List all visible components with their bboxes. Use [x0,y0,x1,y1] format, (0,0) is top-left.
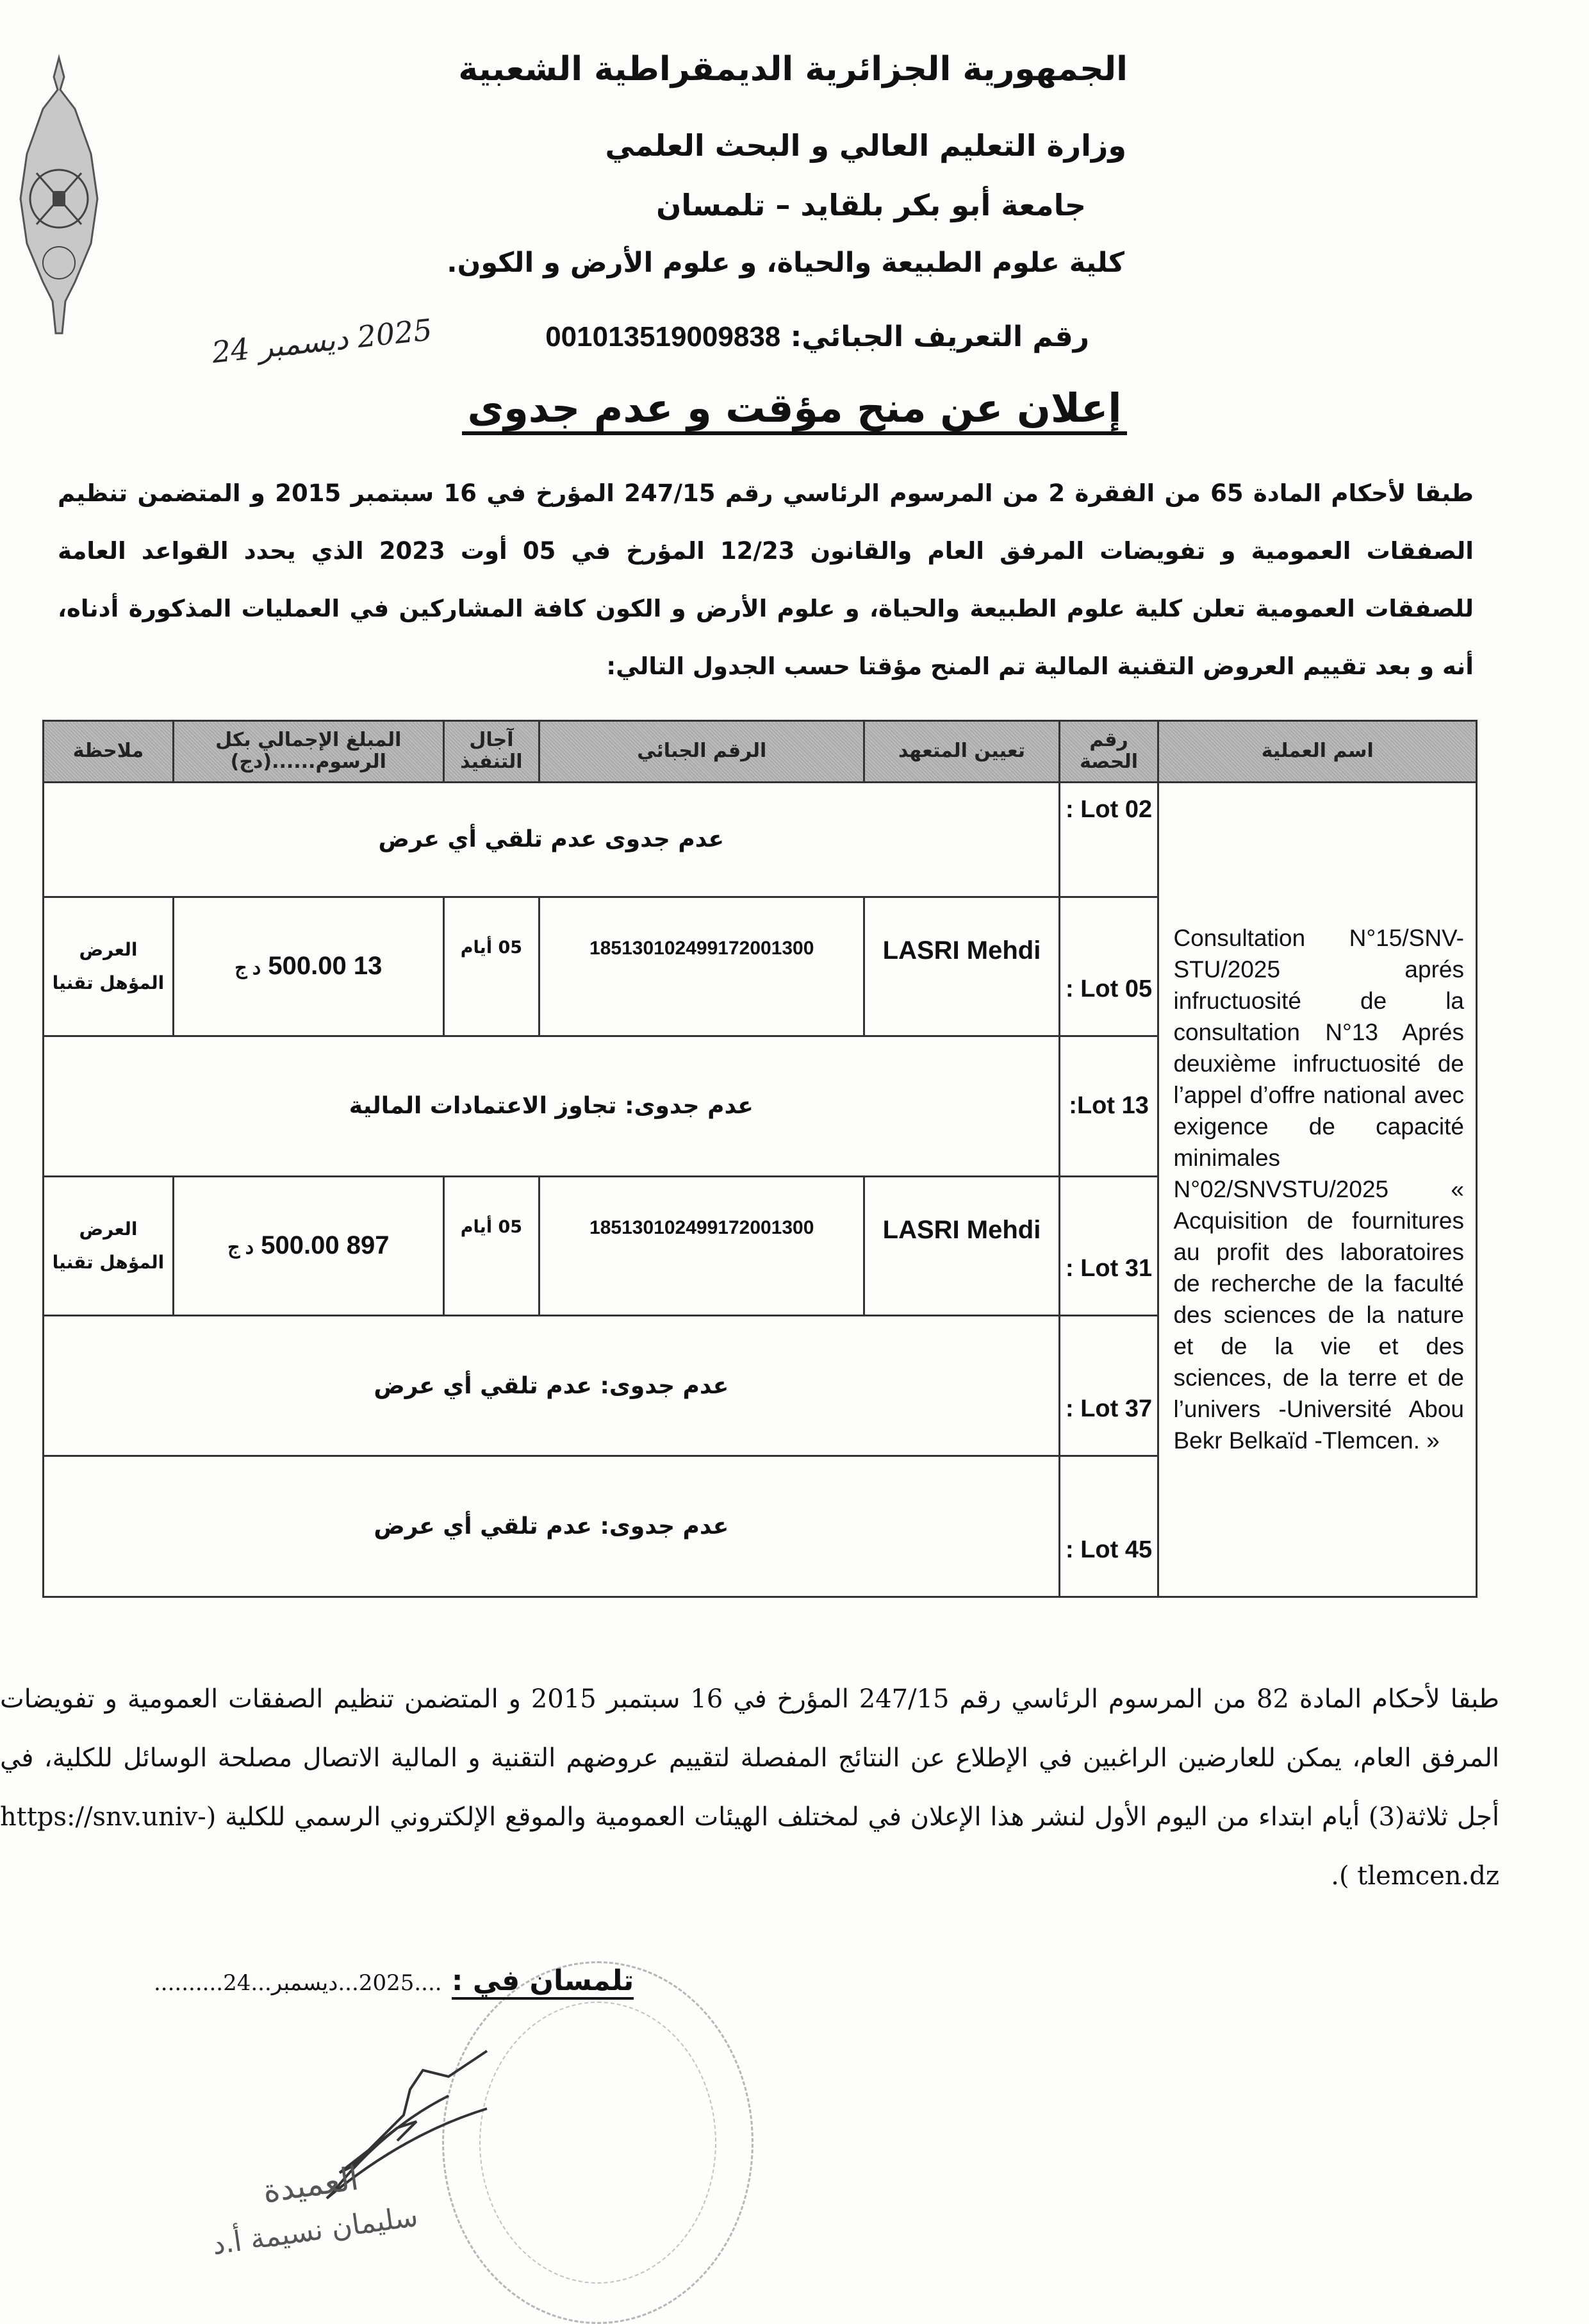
currency: د ج [235,958,261,979]
header-delay: آجال التنفيذ [443,721,539,783]
total-amount [173,897,443,1036]
lot-number: Lot 37 : [1059,1315,1158,1456]
bidder-name: LASRI Mehdi [864,1177,1059,1316]
amount-value: 897 500.00 [261,1231,390,1260]
execution-delay: 05 أيام [443,1177,539,1316]
lot-number: Lot 13: [1059,1036,1158,1177]
lot-status: عدم جدوى عدم تلقي أي عرض [44,782,1060,897]
header-amount: المبلغ الإجمالي بكل الرسوم......(دج) [173,721,443,783]
lot-number: Lot 05 : [1059,897,1158,1036]
document-title-text: إعلان عن منح مؤقت و عدم جدوى [462,385,1126,435]
lot-status: عدم جدوى: تجاوز الاعتمادات المالية [44,1036,1060,1177]
table-header-row [44,721,1477,783]
header-lot-number: رقم الحصة [1059,721,1158,783]
amount-value: 13 500.00 [268,952,383,981]
faculty-heading: كلية علوم الطبيعة والحياة، و علوم الأرض و الكون. [447,247,1124,279]
lot-number: Lot 45 : [1059,1456,1158,1597]
lot-number: Lot 02 : [1059,782,1158,897]
lot-note: العرض المؤهل تقنيا [44,1177,174,1316]
tax-id-line [545,320,1089,353]
lot-status: عدم جدوى: عدم تلقي أي عرض [44,1315,1060,1456]
dean-title: العميدة [260,2159,361,2211]
intro-paragraph: طبقا لأحكام المادة 65 من الفقرة 2 من المرسوم الرئاسي رقم 247/15 المؤرخ في 16 سبتمبر 2015 و المتضمن تنظيم الصفقات العمومية و تفويضات المرفق العام والقانون 12/23 المؤرخ في 05 أوت 2023 الذي يحدد القواعد العامة للصفقات العمومية تعلن كلية علوم الطبيعة والحياة، و علوم الأرض و الكون كافة المشاركين في العمليات المذكورة أدناه، أنه و بعد تقييم العروض التقنية المالية تم المنح مؤقتا حسب الجدول التالي: [58,479,1474,680]
currency: د ج [227,1237,254,1259]
bidder-tax-number: 185130102499172001300 [539,1177,864,1316]
table-row [44,782,1477,897]
document-title [0,385,1589,431]
header-note: ملاحظة [44,721,174,783]
tax-id-value: 001013519009838 [545,321,781,353]
header-tax-number: الرقم الجبائي [539,721,864,783]
university-emblem-icon [14,51,104,346]
tax-id-label: رقم التعريف الجبائي: [790,320,1089,353]
execution-delay: 05 أيام [443,897,539,1036]
place-and-date [154,1964,634,1997]
closing-paragraph: طبقا لأحكام المادة 82 من المرسوم الرئاسي رقم 247/15 المؤرخ في 16 سبتمبر 2015 و المتضمن تنظيم الصفقات العمومية و تفويضات المرفق العام، يمكن للعارضين الراغبين في الإطلاع عن النتائج المفصلة لتقييم عروضهم التقنية و المالية الاتصال مصلحة الوسائل للكلية، في أجل ثلاثة(3) أيام ابتداء من اليوم الأول لنشر هذا الإعلان في لمختلف الهيئات العمومية والموقع الإلكتروني الرسمي للكلية (https://snv.univ-tlemcen.dz ). [0,1684,1500,1891]
handwritten-date: 2025 ديسمبر 24 [210,312,434,370]
header-bidder: تعيين المتعهد [864,721,1059,783]
place-label: تلمسان في : [452,1964,634,2000]
dean-name: سليمان نسيمة أ.د [210,2200,420,2262]
operation-description: Consultation N°15/SNV-STU/2025 aprés infructuosité de la consultation N°13 Aprés deuxième infructuosité de l’appel d’offre national avec exigence de capacité minimales N°02/SNVSTU/2025 « Acquisition de fournitures au profit des laboratoires de recherche de la faculté des sciences de la nature et de la vie et des sciences, de la terre et de l’univers -Université Abou Bekr Belkaïd -Tlemcen. » [1158,782,1477,1597]
lot-status: عدم جدوى: عدم تلقي أي عرض [44,1456,1060,1597]
university-heading: جامعة أبو بكر بلقايد – تلمسان [656,188,1086,222]
republic-heading: الجمهورية الجزائرية الديمقراطية الشعبية [458,50,1128,88]
total-amount [173,1177,443,1316]
bidder-name: LASRI Mehdi [864,897,1059,1036]
lot-note: العرض المؤهل تقنيا [44,897,174,1036]
lot-number: Lot 31 : [1059,1177,1158,1316]
ministry-heading: وزارة التعليم العالي و البحث العلمي [605,128,1126,163]
place-date: ....2025...ديسمبر...24.......... [154,1970,442,1996]
header-operation: اسم العملية [1158,721,1477,783]
award-table [42,720,1478,1598]
bidder-tax-number: 185130102499172001300 [539,897,864,1036]
